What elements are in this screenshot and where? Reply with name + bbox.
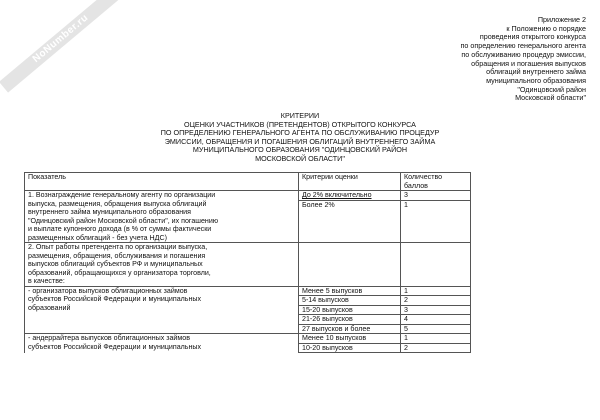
annex-line: "Одинцовский район [517,84,586,94]
annex-line: по обслуживанию процедур эмиссии, [461,49,586,59]
criteria-cell: 5-14 выпусков [299,296,401,306]
points-cell: 2 [401,296,471,306]
criteria-cell: 15-20 выпусков [299,305,401,315]
annex-line: Приложение 2 [537,15,586,24]
criteria-cell: Менее 5 выпусков [299,286,401,296]
indicator-line: в качестве: [28,277,65,285]
annex-line: к Положению о порядке [506,23,586,33]
annex-line: по определению генерального агента [460,41,586,51]
table-row [25,334,471,344]
criteria-cell [299,243,401,287]
points-cell: 1 [401,201,471,243]
table-header-row [25,173,471,191]
header-criteria: Критерии оценки [299,173,401,191]
title-line: ПО ОПРЕДЕЛЕНИЮ ГЕНЕРАЛЬНОГО АГЕНТА ПО ОБСЛУЖИВАНИЮ ПРОЦЕДУР [160,128,440,138]
table-row [25,286,471,296]
indicator-line: размещения, обращения, обслуживания и погашения [28,251,206,260]
points-cell [401,243,471,287]
indicator-line: 1. Вознаграждение генеральному агенту по организации [28,191,216,199]
points-cell: 1 [401,286,471,296]
indicator-cell [25,334,299,353]
table-row [25,191,471,201]
annex-line: облигаций внутреннего займа [486,67,586,77]
points-cell: 2 [401,343,471,353]
points-cell: 3 [401,191,471,201]
indicator-line: "Одинцовский район Московской области", их погашению [28,216,219,225]
criteria-cell: 10-20 выпусков [299,343,401,353]
indicator-line: образований [28,303,71,312]
annex-header [366,16,586,103]
indicator-line: выпуска, размещения, обращения выпуска облигаций [28,199,207,208]
header-points-line: баллов [404,181,428,190]
indicator-cell [25,191,299,243]
indicator-line: - организатора выпусков облигационных займов [28,286,188,295]
points-cell: 5 [401,324,471,334]
title-line: ЭМИССИИ, ОБРАЩЕНИЯ И ПОГАШЕНИЯ ОБЛИГАЦИЙ ВНУТРЕННЕГО ЗАЙМА [164,136,436,146]
criteria-cell: 27 выпусков и более [299,324,401,334]
header-points [401,173,471,191]
indicator-line: выпусков облигаций субъектов РФ и муниципальных [28,260,203,268]
criteria-cell: До 2% включительно [299,191,401,201]
annex-line: Московской области" [515,93,586,103]
points-cell: 3 [401,305,471,315]
annex-line: обращения и погашения выпусков [471,58,586,68]
title-line: МОСКОВСКОЙ ОБЛАСТИ" [255,153,345,163]
indicator-cell [25,286,299,334]
criteria-cell: 21-26 выпусков [299,315,401,325]
watermark: NoNumber.ru [0,0,123,93]
title-line: МУНИЦИПАЛЬНОГО ОБРАЗОВАНИЯ "ОДИНЦОВСКИЙ РАЙОН [192,145,408,155]
indicator-line: размещенных облигаций - без учета НДС) [28,233,167,242]
indicator-line: и выплате купонного дохода (в % от суммы фактически [28,225,212,233]
indicator-line: внутреннего займа муниципального образования [28,208,191,216]
indicator-line: - андеррайтера выпусков облигационных займов [28,334,190,342]
indicator-line: образований, обращающихся у организатора торговли, [28,268,211,277]
document-title [100,112,500,164]
indicator-line: субъектов Российской Федерации и муниципальных [28,342,202,351]
indicator-cell [25,243,299,287]
indicator-line: субъектов Российской Федерации и муниципальных [28,295,202,303]
table-row [25,243,471,287]
criteria-cell: Менее 10 выпусков [299,334,401,344]
annex-line: муниципального образования [486,75,586,85]
points-cell: 4 [401,315,471,325]
header-points-line: Количество [404,173,443,181]
indicator-line: 2. Опыт работы претендента по организации выпуска, [28,243,208,251]
points-cell: 1 [401,334,471,344]
criteria-cell: Более 2% [299,201,401,243]
header-indicator: Показатель [25,173,299,191]
annex-line: проведения открытого конкурса [479,32,586,42]
title-line: КРИТЕРИИ [280,111,320,120]
title-line: ОЦЕНКИ УЧАСТНИКОВ (ПРЕТЕНДЕНТОВ) ОТКРЫТОГО КОНКУРСА [184,119,416,129]
criteria-table [24,172,471,353]
